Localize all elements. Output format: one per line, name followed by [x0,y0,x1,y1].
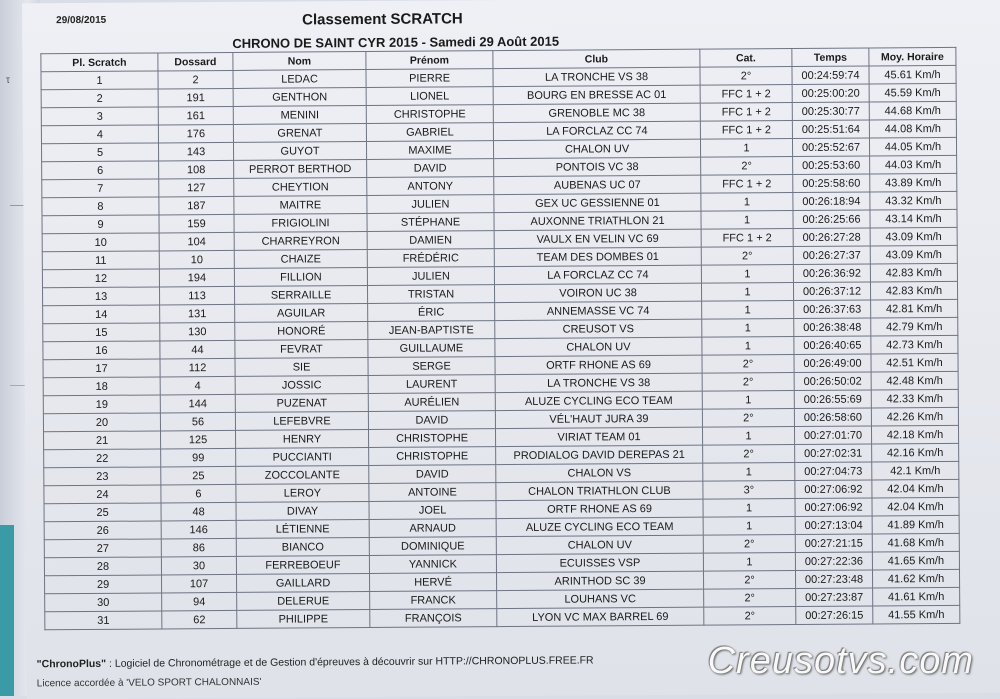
cell-club: ORTF RHONE AS 69 [495,355,702,374]
cell-first-name: MAXIME [366,141,493,160]
software-credit [37,654,594,670]
cell-time: 00:27:01:70 [794,426,871,445]
cell-club: ALUZE CYCLING ECO TEAM [496,517,703,536]
cell-time: 00:26:27:37 [793,246,870,265]
cell-first-name: CHRISTOPHE [369,447,496,466]
cell-club: ALUZE CYCLING ECO TEAM [495,391,702,410]
cell-bib-number: 191 [158,88,233,107]
cell-club: CHALON VS [496,463,703,482]
cell-first-name: FRANCK [370,591,497,610]
cell-average-speed: 42.79 Km/h [871,317,958,336]
cell-category: 2° [702,355,794,374]
cell-category: 2° [703,445,795,464]
cell-first-name: ANTOINE [369,483,496,502]
cell-time: 00:26:40:65 [794,336,871,355]
cell-placement: 20 [43,413,160,432]
cell-last-name: HENRY [235,430,368,449]
cell-club: GEX UC GESSIENNE 01 [494,193,701,212]
cell-first-name: ARNAUD [369,519,496,538]
cell-bib-number: 187 [159,196,234,215]
license-note: Licence accordée à 'VELO SPORT CHALONNAIS' [36,676,262,690]
cell-bib-number: 113 [159,286,234,305]
cell-category: 1 [702,427,794,446]
cell-average-speed: 44.08 Km/h [869,119,956,138]
cell-placement: 1 [41,71,158,90]
cell-time: 00:26:25:66 [793,210,870,229]
cell-placement: 12 [42,269,159,288]
cell-first-name: TRISTAN [367,285,494,304]
cell-club: CHALON UV [493,139,700,158]
cell-last-name: CHEYTION [234,178,367,197]
cell-category: 2° [701,157,793,176]
cell-last-name: LEROY [236,484,369,503]
cell-category: 2° [704,589,796,608]
cell-first-name: CHRISTOPHE [368,429,495,448]
cell-placement: 31 [45,611,162,630]
column-header-bib-number: Dossard [158,52,233,71]
cell-bib-number: 161 [158,106,233,125]
cell-time: 00:25:58:60 [793,174,870,193]
cell-time: 00:26:36:92 [793,264,870,283]
cell-bib-number: 144 [160,394,235,413]
cell-bib-number: 94 [162,592,237,611]
results-sheet [22,0,1000,699]
cell-average-speed: 42.83 Km/h [870,281,957,300]
cell-average-speed: 42.04 Km/h [872,479,959,498]
cell-bib-number: 108 [159,160,234,179]
cell-bib-number: 99 [161,448,236,467]
cell-bib-number: 112 [160,358,235,377]
cell-category: 1 [702,391,794,410]
cell-average-speed: 42.48 Km/h [871,371,958,390]
cell-category: 2° [702,409,794,428]
cell-first-name: DAMIEN [367,231,494,250]
cell-time: 00:26:38:48 [794,318,871,337]
cell-last-name: DELERUE [237,592,370,611]
watermark: Creusotvs.com [707,640,974,682]
cell-bib-number: 56 [160,412,235,431]
cell-first-name: LAURENT [368,375,495,394]
cell-club: LA FORCLAZ CC 74 [494,265,701,284]
cell-last-name: FRIGIOLINI [234,214,367,233]
cell-club: ANNEMASSE VC 74 [495,301,702,320]
cell-time: 00:27:13:04 [795,516,872,535]
cell-time: 00:27:26:15 [796,606,873,625]
cell-bib-number: 44 [160,340,235,359]
cell-category: 2° [700,67,792,86]
cell-last-name: FEVRAT [235,340,368,359]
cell-category: 1 [702,301,794,320]
cell-time: 00:27:21:15 [795,534,872,553]
cell-time: 00:25:51:64 [792,120,869,139]
cell-club: ECUISSES VSP [496,553,703,572]
column-header-time: Temps [792,48,869,67]
cell-time: 00:27:06:92 [795,498,872,517]
cell-placement: 14 [43,305,160,324]
cell-first-name: JULIEN [367,267,494,286]
cell-placement: 15 [43,323,160,342]
cell-category: 1 [701,211,793,230]
cell-first-name: HERVÉ [370,573,497,592]
cell-placement: 26 [44,521,161,540]
cell-time: 00:27:23:48 [795,570,872,589]
cell-placement: 6 [42,161,159,180]
cell-club: CHALON UV [495,337,702,356]
cell-average-speed: 42.1 Km/h [872,461,959,480]
cell-last-name: LÉTIENNE [236,520,369,539]
cell-club: VÉL'HAUT JURA 39 [495,409,702,428]
cell-bib-number: 107 [162,574,237,593]
cell-category: FFC 1 + 2 [701,229,793,248]
cell-bib-number: 143 [158,142,233,161]
cell-first-name: FRANÇOIS [370,609,497,628]
cell-club: LOUHANS VC [497,589,704,608]
cell-time: 00:26:27:28 [793,228,870,247]
cell-placement: 23 [44,467,161,486]
cell-club: PONTOIS VC 38 [494,157,701,176]
cell-bib-number: 48 [161,502,236,521]
cell-first-name: AURÉLIEN [368,393,495,412]
results-table [40,47,960,630]
cell-category: 2° [703,571,795,590]
cell-placement: 22 [44,449,161,468]
cell-average-speed: 42.04 Km/h [872,497,959,516]
column-header-club: Club [493,49,700,68]
cell-last-name: PUCCIANTI [236,448,369,467]
cell-club: CHALON UV [496,535,703,554]
background-object [0,525,14,696]
cell-last-name: PUZENAT [235,394,368,413]
cell-category: 1 [702,337,794,356]
cell-club: LYON VC MAX BARREL 69 [497,607,704,626]
cell-average-speed: 41.68 Km/h [872,533,959,552]
cell-last-name: MENINI [233,106,366,125]
cell-time: 00:25:30:77 [792,102,869,121]
column-header-placement: Pl. Scratch [41,53,158,72]
cell-placement: 30 [45,593,162,612]
cell-first-name: CHRISTOPHE [366,105,493,124]
cell-placement: 19 [43,395,160,414]
cell-bib-number: 176 [158,124,233,143]
cell-last-name: SERRAILLE [234,286,367,305]
cell-first-name: JULIEN [367,195,494,214]
cell-first-name: GUILLAUME [368,339,495,358]
cell-category: 1 [700,139,792,158]
cell-first-name: DAVID [369,465,496,484]
cell-average-speed: 43.09 Km/h [870,245,957,264]
cell-bib-number: 131 [160,304,235,323]
cell-first-name: JOEL [369,501,496,520]
cell-placement: 17 [43,359,160,378]
cell-average-speed: 44.05 Km/h [869,137,956,156]
cell-last-name: PHILIPPE [237,610,370,629]
cell-time: 00:27:04:73 [795,462,872,481]
column-header-last-name: Nom [233,52,366,71]
cell-bib-number: 125 [161,430,236,449]
cell-first-name: ÉRIC [368,303,495,322]
cell-category: 1 [701,265,793,284]
column-header-average-speed: Moy. Horaire [869,47,956,66]
cell-time: 00:27:02:31 [795,444,872,463]
cell-average-speed: 45.59 Km/h [869,83,956,102]
cell-club: LA TRONCHE VS 38 [493,67,700,86]
cell-club: LA TRONCHE VS 38 [495,373,702,392]
cell-placement: 10 [42,233,159,252]
cell-bib-number: 130 [160,322,235,341]
cell-average-speed: 42.26 Km/h [871,407,958,426]
cell-category: 1 [703,553,795,572]
cell-first-name: GABRIEL [366,123,493,142]
cell-placement: 27 [44,539,161,558]
cell-last-name: FERREBOEUF [236,556,369,575]
cell-bib-number: 4 [160,376,235,395]
cell-club: AUXONNE TRIATHLON 21 [494,211,701,230]
cell-placement: 9 [42,215,159,234]
cell-time: 00:25:00:20 [792,84,869,103]
cell-average-speed: 41.65 Km/h [872,551,959,570]
cell-category: 1 [701,283,793,302]
cell-average-speed: 43.89 Km/h [870,173,957,192]
cell-first-name: SERGE [368,357,495,376]
cell-club: AUBENAS UC 07 [494,175,701,194]
cell-category: 2° [704,607,796,626]
cell-average-speed: 42.81 Km/h [871,299,958,318]
cell-category: 2° [703,535,795,554]
cell-club: ARINTHOD SC 39 [496,571,703,590]
cell-club: GRENOBLE MC 38 [493,103,700,122]
cell-average-speed: 45.61 Km/h [869,65,956,84]
cell-bib-number: 10 [159,250,234,269]
cell-time: 00:27:22:36 [795,552,872,571]
cell-last-name: LEDAC [233,70,366,89]
cell-average-speed: 42.51 Km/h [871,353,958,372]
cell-first-name: ANTONY [367,177,494,196]
cell-club: ORTF RHONE AS 69 [496,499,703,518]
software-description: : Logiciel de Chronométrage et de Gestion d'épreuves à découvrir sur HTTP://CHRONOPLUS.FREE.FR [106,654,594,670]
cell-club: BOURG EN BRESSE AC 01 [493,85,700,104]
cell-first-name: YANNICK [369,555,496,574]
cell-first-name: FRÉDÉRIC [367,249,494,268]
cell-first-name: DOMINIQUE [369,537,496,556]
cell-category: FFC 1 + 2 [701,175,793,194]
cell-average-speed: 42.16 Km/h [872,443,959,462]
cell-average-speed: 42.18 Km/h [871,425,958,444]
cell-last-name: GENTHON [233,88,366,107]
cell-last-name: AGUILAR [235,304,368,323]
cell-last-name: BIANCO [236,538,369,557]
cell-last-name: ZOCCOLANTE [236,466,369,485]
cell-placement: 18 [43,377,160,396]
cell-time: 00:26:58:60 [794,408,871,427]
cell-bib-number: 6 [161,484,236,503]
cell-placement: 3 [41,107,158,126]
cell-last-name: FILLION [234,268,367,287]
cell-average-speed: 42.83 Km/h [870,263,957,282]
cell-placement: 21 [44,431,161,450]
cell-time: 00:27:23:87 [796,588,873,607]
cell-category: FFC 1 + 2 [700,103,792,122]
cell-time: 00:26:37:12 [793,282,870,301]
cell-last-name: HONORÉ [235,322,368,341]
cell-time: 00:26:18:94 [793,192,870,211]
cell-time: 00:27:06:92 [795,480,872,499]
cell-placement: 7 [42,179,159,198]
cell-first-name: DAVID [368,411,495,430]
cell-average-speed: 41.61 Km/h [873,587,960,606]
event-subtitle: CHRONO DE SAINT CYR 2015 - Samedi 29 Août 2015 [232,33,560,51]
cell-placement: 16 [43,341,160,360]
cell-club: CREUSOT VS [495,319,702,338]
cell-last-name: GUYOT [233,142,366,161]
cell-category: 1 [703,463,795,482]
cell-club: VIRIAT TEAM 01 [495,427,702,446]
cell-first-name: STÉPHANE [367,213,494,232]
cell-bib-number: 127 [159,178,234,197]
cell-club: VAULX EN VELIN VC 69 [494,229,701,248]
column-header-first-name: Prénom [366,51,493,70]
cell-category: 1 [701,193,793,212]
cell-bib-number: 86 [161,538,236,557]
cell-club: TEAM DES DOMBES 01 [494,247,701,266]
cell-last-name: MAITRE [234,196,367,215]
cell-bib-number: 2 [158,70,233,89]
cell-last-name: PERROT BERTHOD [234,160,367,179]
cell-last-name: GRENAT [233,124,366,143]
cell-placement: 4 [41,125,158,144]
column-header-category: Cat. [700,49,792,68]
page-title: Classement SCRATCH [302,10,463,29]
cell-average-speed: 43.09 Km/h [870,227,957,246]
cell-time: 00:26:37:63 [794,300,871,319]
cell-time: 00:26:49:00 [794,354,871,373]
cell-first-name: DAVID [367,159,494,178]
cell-club: PRODIALOG DAVID DEREPAS 21 [496,445,703,464]
cell-last-name: DIVAY [236,502,369,521]
cell-time: 00:25:53:60 [793,156,870,175]
cell-last-name: JOSSIC [235,376,368,395]
cell-category: 2° [702,373,794,392]
cell-average-speed: 44.03 Km/h [870,155,957,174]
cell-average-speed: 44.68 Km/h [869,101,956,120]
cell-placement: 5 [41,143,158,162]
cell-category: 1 [702,319,794,338]
cell-average-speed: 41.62 Km/h [872,569,959,588]
cell-average-speed: 42.73 Km/h [871,335,958,354]
cell-placement: 25 [44,503,161,522]
cell-club: LA FORCLAZ CC 74 [493,121,700,140]
cell-time: 00:26:50:02 [794,372,871,391]
cell-bib-number: 25 [161,466,236,485]
cell-bib-number: 159 [159,214,234,233]
cell-average-speed: 41.89 Km/h [872,515,959,534]
cell-time: 00:25:52:67 [792,138,869,157]
cell-bib-number: 62 [162,610,237,629]
table-body [41,65,960,629]
software-name: "ChronoPlus" [36,657,107,671]
cell-bib-number: 30 [161,556,236,575]
cell-average-speed: 43.32 Km/h [870,191,957,210]
cell-bib-number: 104 [159,232,234,251]
cell-category: FFC 1 + 2 [700,85,792,104]
cell-average-speed: 42.33 Km/h [871,389,958,408]
cell-placement: 24 [44,485,161,504]
cell-time: 00:26:55:69 [794,390,871,409]
cell-category: 1 [703,517,795,536]
cell-first-name: PIERRE [366,69,493,88]
cell-bib-number: 146 [161,520,236,539]
cell-last-name: CHAIZE [234,250,367,269]
cell-bib-number: 194 [159,268,234,287]
cell-last-name: CHARREYRON [234,232,367,251]
cell-category: 3° [703,481,795,500]
cell-first-name: JEAN-BAPTISTE [368,321,495,340]
cell-time: 00:24:59:74 [792,66,869,85]
cell-placement: 28 [44,557,161,576]
cell-category: FFC 1 + 2 [700,121,792,140]
cell-category: 2° [701,247,793,266]
cell-club: VOIRON UC 38 [494,283,701,302]
cell-last-name: GAILLARD [237,574,370,593]
cell-category: 1 [703,499,795,518]
cell-placement: 8 [42,197,159,216]
edge-mark: τ [6,75,10,86]
cell-placement: 13 [42,287,159,306]
cell-club: CHALON TRIATHLON CLUB [496,481,703,500]
cell-last-name: SIE [235,358,368,377]
cell-last-name: LEFEBVRE [235,412,368,431]
cell-first-name: LIONEL [366,87,493,106]
cell-placement: 11 [42,251,159,270]
cell-average-speed: 41.55 Km/h [873,605,960,624]
print-date: 29/08/2015 [56,14,107,27]
cell-average-speed: 43.14 Km/h [870,209,957,228]
cell-placement: 29 [45,575,162,594]
cell-placement: 2 [41,89,158,108]
